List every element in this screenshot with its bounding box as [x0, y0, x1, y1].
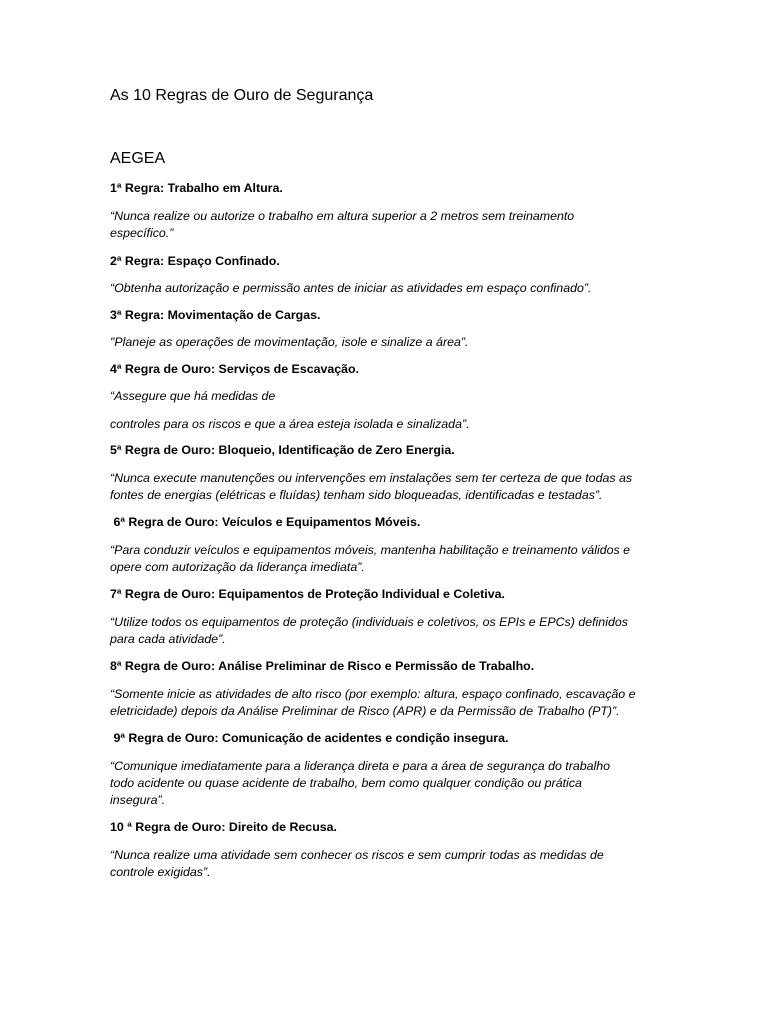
rule-4-quote-continued: [110, 416, 660, 433]
rule-6-quote-line-1: “Para conduzir veículos e equipamentos móveis, mantenha habilitação e treinamento válidos e: [110, 543, 631, 557]
rule-4-quote: [110, 388, 660, 405]
rule-7-quote-line-1: “Utilize todos os equipamentos de proteção (individuais e coletivos, os EPIs e EPCs) definidos: [110, 615, 628, 629]
rule-4-quote-line-2: controles para os riscos e que a área esteja isolada e sinalizada”.: [110, 417, 470, 431]
rule-10-quote-line-2: controle exigidas”.: [110, 865, 211, 879]
rule-5-heading: 5ª Regra de Ouro: Bloqueio, Identificação de Zero Energia.: [110, 443, 455, 457]
rule-7-quote-line-2: para cada atividade”.: [110, 632, 226, 646]
rule-1-heading: 1ª Regra: Trabalho em Altura.: [110, 181, 283, 195]
rule-5-quote: [110, 470, 660, 504]
rule-1-quote: [110, 208, 660, 242]
rule-9-heading: 9ª Regra de Ouro: Comunicação de acidentes e condição insegura.: [110, 731, 509, 745]
rule-5-quote-line-2: fontes de energias (elétricas e fluídas) tenham sido bloqueadas, identificadas e testadas”.: [110, 488, 603, 502]
rule-3-quote: [110, 334, 660, 351]
document-title: As 10 Regras de Ouro de Segurança: [110, 87, 374, 104]
rule-2-quote: [110, 280, 660, 297]
rule-10-quote-line-1: “Nunca realize uma atividade sem conhecer os riscos e sem cumprir todas as medidas de: [110, 848, 604, 862]
rule-7-quote: [110, 614, 660, 648]
rule-8-quote-line-2: eletricidade) depois da Análise Preliminar de Risco (APR) e da Permissão de Trabalho (PT)”.: [110, 704, 620, 718]
rule-9-quote-line-1: “Comunique imediatamente para a liderança direta e para a área de segurança do trabalho: [110, 759, 611, 773]
rule-4-quote-line-1: “Assegure que há medidas de: [110, 389, 276, 403]
rule-5-quote-line-1: “Nunca execute manutenções ou intervenções em instalações sem ter certeza de que todas as: [110, 471, 633, 485]
rule-9-quote-line-3: insegura”.: [110, 793, 166, 807]
rule-1-quote-line-1: “Nunca realize ou autorize o trabalho em altura superior a 2 metros sem treinamento: [110, 209, 575, 223]
rule-2-heading: 2ª Regra: Espaço Confinado.: [110, 254, 280, 268]
rule-2-quote-line-1: “Obtenha autorização e permissão antes de iniciar as atividades em espaço confinado”.: [110, 281, 592, 295]
rule-6-quote-line-2: opere com autorização da liderança imediata”.: [110, 560, 365, 574]
rule-1-quote-line-2: específico.”: [110, 226, 174, 240]
rule-3-heading: 3ª Regra: Movimentação de Cargas.: [110, 308, 321, 322]
rule-9-quote: [110, 758, 660, 809]
rule-6-heading: 6ª Regra de Ouro: Veículos e Equipamentos Móveis.: [110, 515, 421, 529]
organization-heading: AEGEA: [110, 150, 166, 167]
rule-6-quote: [110, 542, 660, 576]
rule-9-quote-line-2: todo acidente ou quase acidente de trabalho, bem como qualquer condição ou prática: [110, 776, 582, 790]
rule-3-quote-line-1: "Planeje as operações de movimentação, isole e sinalize a área”.: [110, 335, 469, 349]
rule-10-heading: 10 ª Regra de Ouro: Direito de Recusa.: [110, 820, 337, 834]
rule-8-heading: 8ª Regra de Ouro: Análise Preliminar de Risco e Permissão de Trabalho.: [110, 659, 535, 673]
rule-4-heading: 4ª Regra de Ouro: Serviços de Escavação.: [110, 362, 360, 376]
rule-10-quote: [110, 847, 660, 881]
rule-8-quote-line-1: “Somente inicie as atividades de alto risco (por exemplo: altura, espaço confinado, escavação e: [110, 687, 636, 701]
rule-7-heading: 7ª Regra de Ouro: Equipamentos de Proteção Individual e Coletiva.: [110, 587, 505, 601]
rule-8-quote: [110, 686, 660, 720]
